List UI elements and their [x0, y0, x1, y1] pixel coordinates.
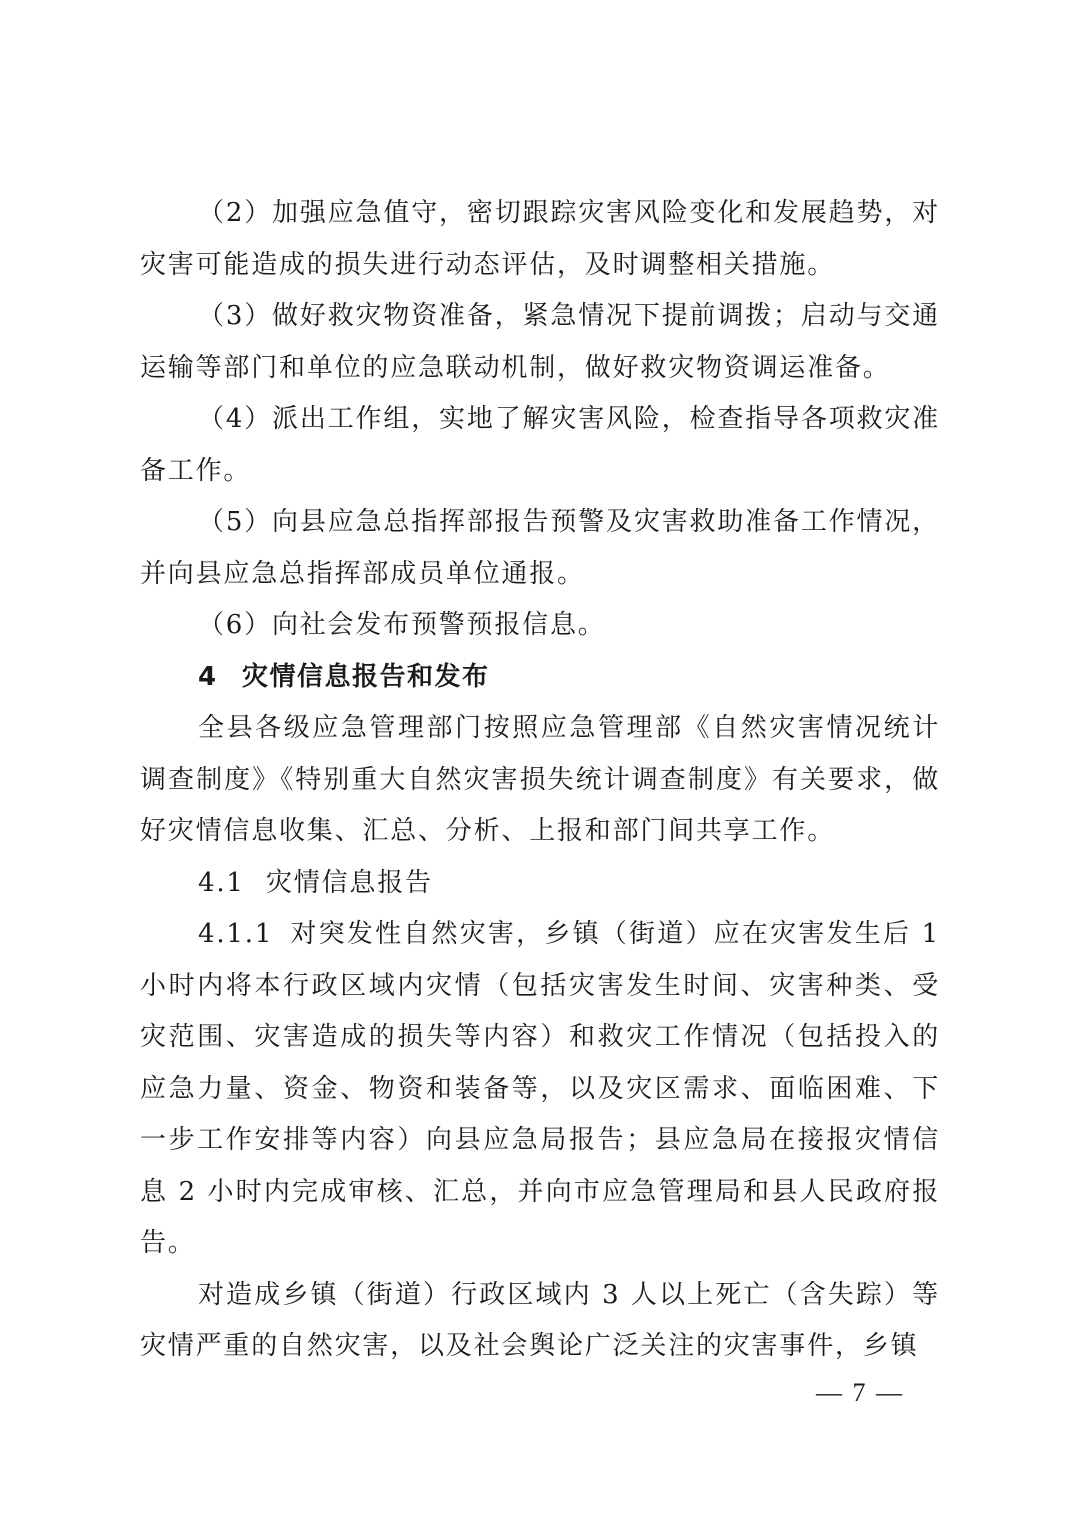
section-4-1-heading	[140, 858, 940, 910]
paragraph-serious-disaster: 对造成乡镇（街道）行政区域内 3 人以上死亡（含失踪）等灾情严重的自然灾害，以及社会舆论广泛关注的灾害事件，乡镇	[140, 1279, 940, 1361]
clause-4-1-1-number: 4.1.1	[198, 919, 274, 949]
clause-4-1-1	[140, 909, 940, 1270]
section-4-1-title: 灾情信息报告	[266, 867, 433, 898]
section-4-heading	[140, 652, 940, 704]
paragraph-item-3: （3）做好救灾物资准备，紧急情况下提前调拨；启动与交通运输等部门和单位的应急联动机制，做好救灾物资调运准备。	[140, 301, 940, 383]
paragraph-item-6: （6）向社会发布预警预报信息。	[198, 610, 606, 640]
section-4-1-number: 4.1	[198, 867, 245, 898]
paragraph-item-5: （5）向县应急总指挥部报告预警及灾害救助准备工作情况，并向县应急总指挥部成员单位通报。	[140, 507, 940, 589]
section-4-title: 灾情信息报告和发布	[242, 661, 490, 692]
section-4-intro: 全县各级应急管理部门按照应急管理部《自然灾害情况统计调查制度》《特别重大自然灾害损失统计调查制度》有关要求，做好灾情信息收集、汇总、分析、上报和部门间共享工作。	[140, 713, 940, 846]
paragraph-item-2: （2）加强应急值守，密切跟踪灾害风险变化和发展趋势，对灾害可能造成的损失进行动态评估，及时调整相关措施。	[140, 198, 940, 280]
paragraph-item-4: （4）派出工作组，实地了解灾害风险，检查指导各项救灾准备工作。	[140, 404, 940, 486]
section-4-number: 4	[198, 661, 218, 692]
document-body	[140, 188, 940, 1373]
clause-4-1-1-text: 对突发性自然灾害，乡镇（街道）应在灾害发生后 1 小时内将本行政区域内灾情（包括灾害发生时间、灾害种类、受灾范围、灾害造成的损失等内容）和救灾工作情况（包括投入的应急力量、资金、物资和装备等，以及灾区需求、面临困难、下一步工作安排等内容）向县应急局报告；县应急局在接报灾情信息 2 小时内完成审核、汇总，并向市应急管理局和县人民政府报告。	[140, 919, 940, 1258]
page-number: — 7 —	[816, 1378, 904, 1407]
